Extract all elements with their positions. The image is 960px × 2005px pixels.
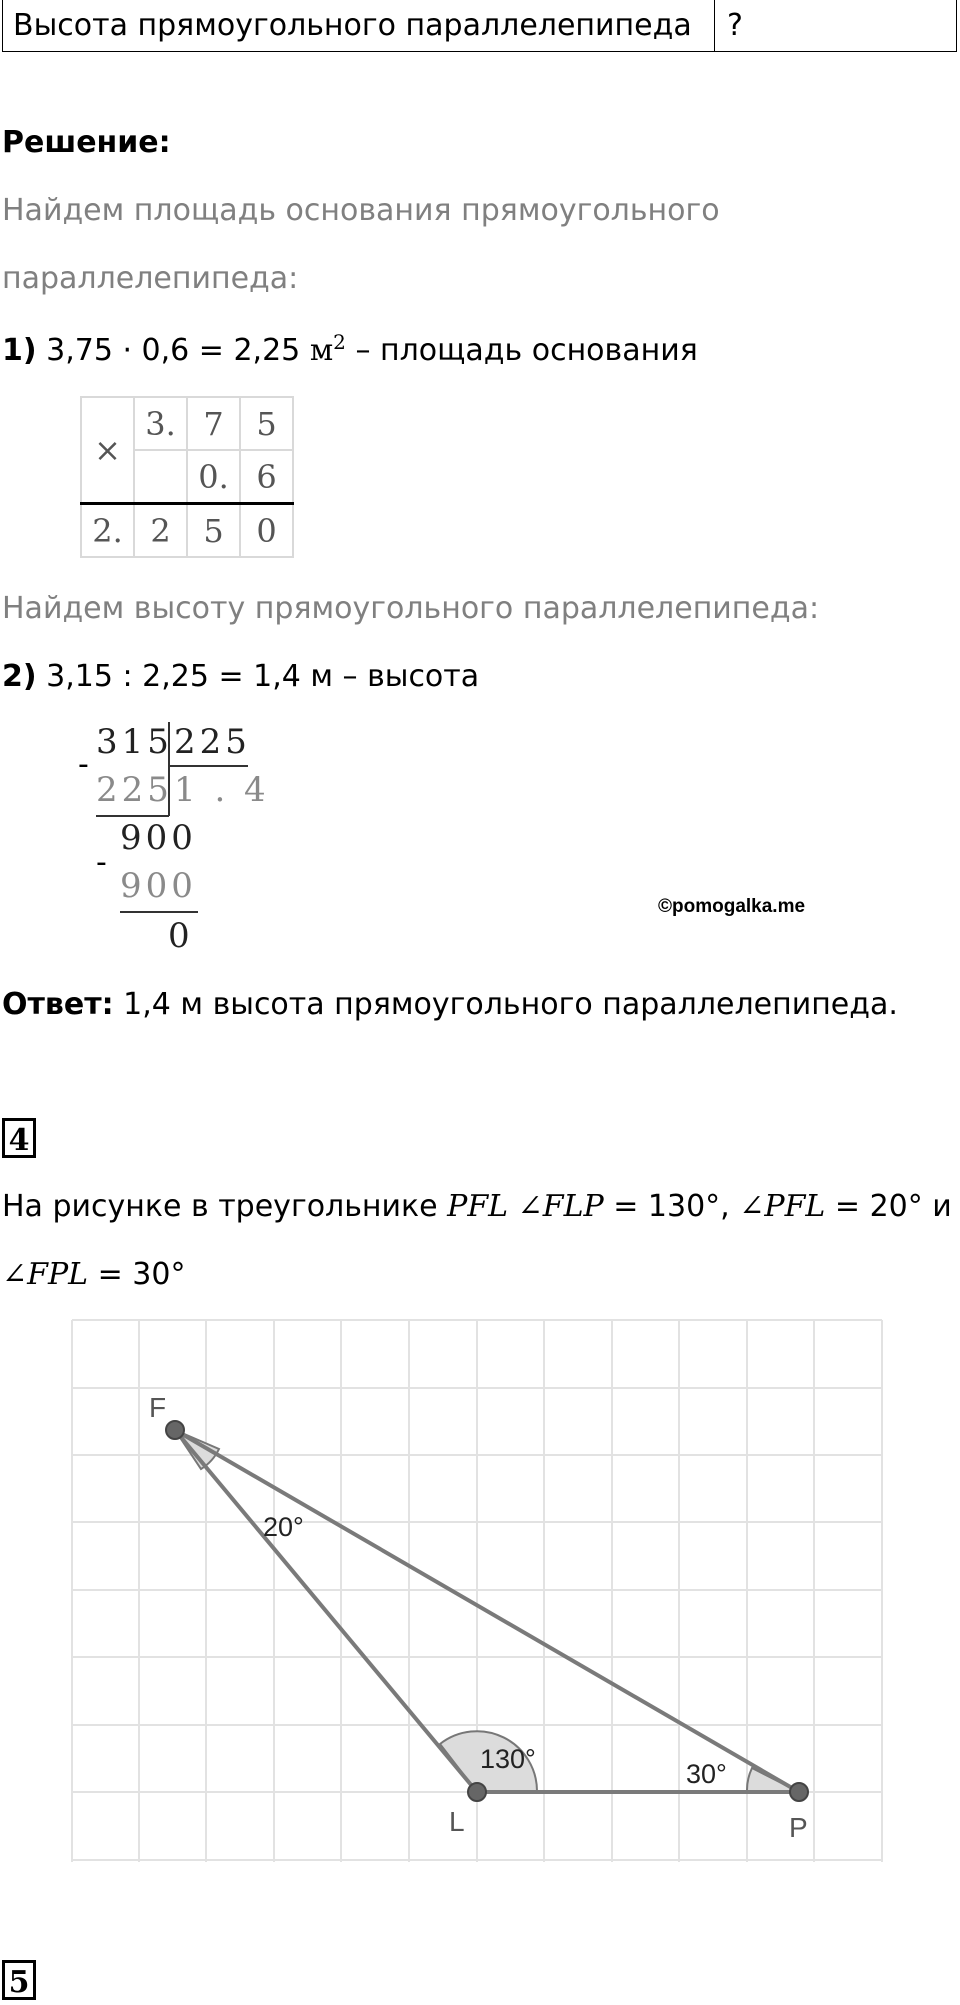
dividend: 315 — [96, 722, 173, 762]
angle-fpl-value: = 30° — [97, 1257, 186, 1292]
vertex-l — [468, 1783, 486, 1801]
parameter-value: ? — [727, 8, 743, 43]
step-1-superscript: 2 — [333, 330, 346, 354]
divisor: 225 — [174, 722, 251, 762]
step-1-unit: м — [309, 333, 334, 368]
mult-result-cell: 2. — [81, 504, 134, 558]
watermark: ©pomogalka.me — [658, 896, 806, 917]
minus-sign-1: - — [78, 747, 89, 782]
mult-result-cell: 5 — [187, 504, 240, 558]
intro-line-1: Найдем площадь основания прямоугольного — [2, 193, 720, 228]
minus-sign-2: - — [96, 845, 107, 880]
mult-result-cell: 0 — [240, 504, 293, 558]
task-number-5: 5 — [2, 1960, 36, 2000]
step-1-number: 1) — [2, 333, 37, 368]
mult-cell: 0. — [187, 450, 240, 504]
step-1-expression: 3,75 · 0,6 = 2,25 — [46, 333, 301, 368]
task-4-line-2 — [2, 1257, 186, 1292]
subtrahend-2: 900 — [120, 866, 197, 906]
step-1-tail: – площадь основания — [355, 333, 698, 368]
intro-2: Найдем высоту прямоугольного параллелепипеда: — [2, 591, 820, 626]
task-4-line-1 — [2, 1189, 952, 1224]
intro-line-2: параллелепипеда: — [2, 261, 299, 296]
answer-text: 1,4 м высота прямоугольного параллелепипеда. — [123, 987, 898, 1022]
label-p: P — [789, 1812, 808, 1843]
angle-label-p: 30° — [686, 1759, 727, 1789]
mult-cell: 5 — [240, 397, 293, 450]
triangle-figure — [0, 1300, 960, 1880]
remainder-2: 0 — [168, 916, 194, 956]
solution-heading-text: Решение: — [2, 125, 171, 160]
vertex-f — [166, 1421, 184, 1439]
vertex-p — [790, 1783, 808, 1801]
angle-pfl-value: = 20° и — [834, 1189, 952, 1224]
subtrahend-1: 225 — [96, 770, 173, 810]
angle-label-f: 20° — [263, 1512, 304, 1542]
mult-cell: 6 — [240, 450, 293, 504]
angle-fpl: ∠FPL — [2, 1257, 89, 1292]
division-lines — [0, 0, 300, 960]
mult-result-cell: 2 — [134, 504, 187, 558]
step-2-text: 3,15 : 2,25 = 1,4 м – высота — [46, 659, 480, 694]
angle-flp: ∠FLP — [517, 1189, 604, 1224]
parameter-label: Высота прямоугольного параллелепипеда — [3, 0, 715, 51]
task-number-4: 4 — [2, 1118, 36, 1158]
answer-label: Ответ: — [2, 987, 114, 1022]
quotient: 1 . 4 — [174, 770, 270, 810]
task-4-text: На рисунке в треугольнике — [2, 1189, 438, 1224]
mult-cell: 3. — [134, 397, 187, 450]
multiply-sign: × — [81, 397, 134, 504]
triangle-name: PFL — [447, 1189, 509, 1224]
angle-label-l: 130° — [480, 1744, 536, 1774]
mult-cell: 7 — [187, 397, 240, 450]
label-f: F — [149, 1392, 167, 1423]
step-2-number: 2) — [2, 659, 37, 694]
answer — [2, 987, 898, 1022]
remainder-1: 900 — [120, 818, 197, 858]
angle-pfl: ∠PFL — [739, 1189, 826, 1224]
label-l: L — [449, 1806, 465, 1837]
angle-flp-value: = 130°, — [613, 1189, 730, 1224]
